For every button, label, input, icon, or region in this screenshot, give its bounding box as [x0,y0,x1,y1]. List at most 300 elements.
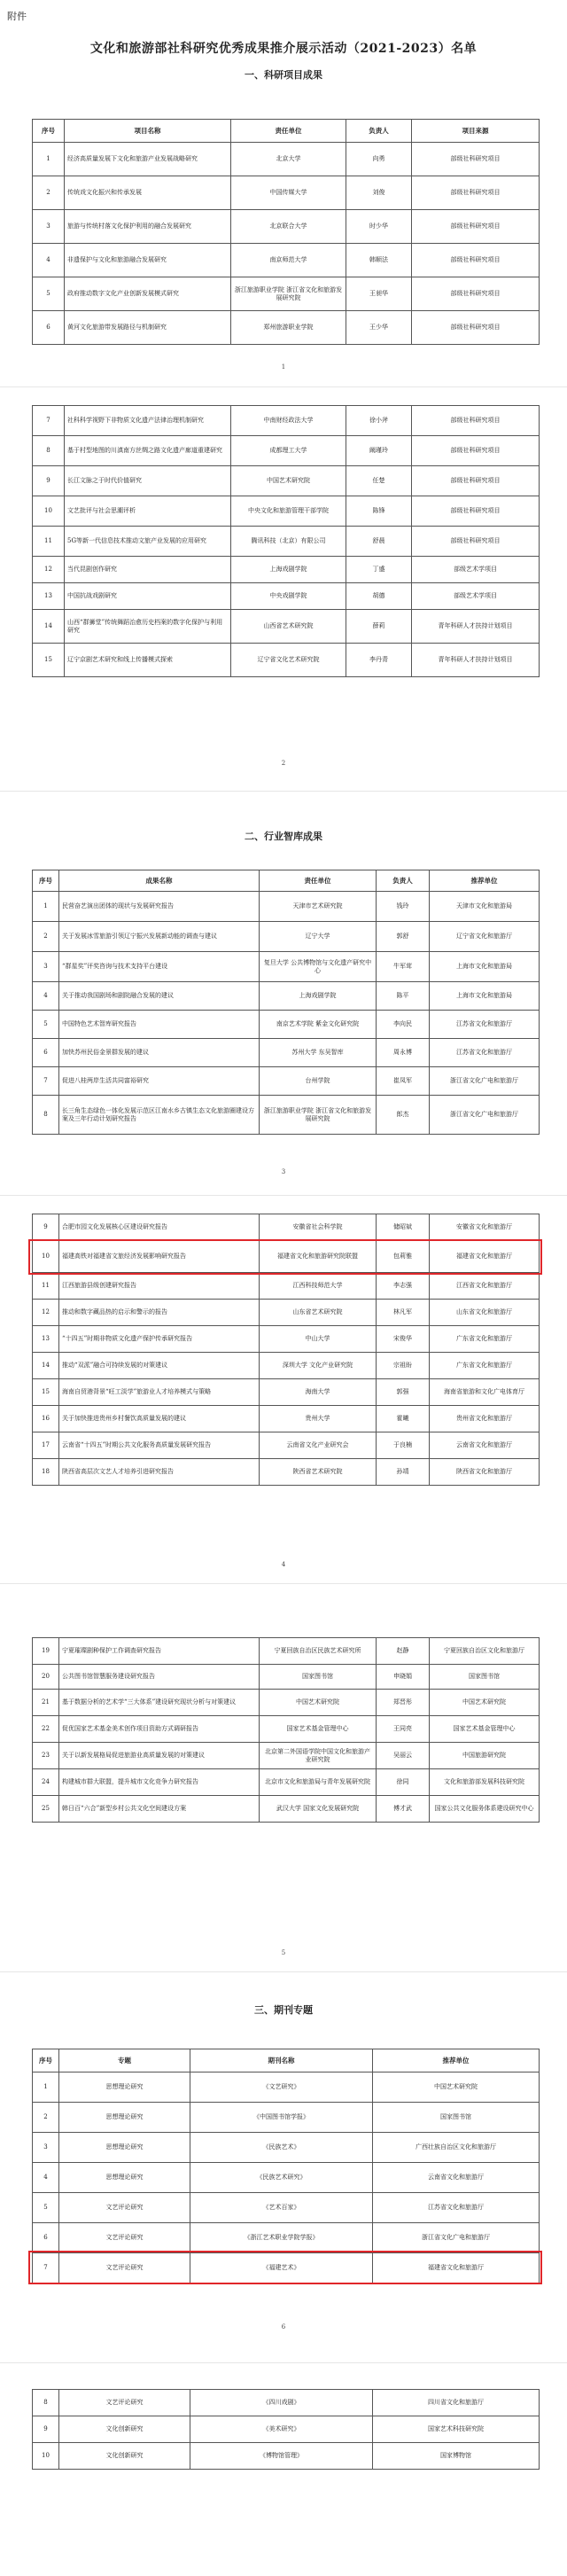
attachment-label: 附件 [7,11,27,22]
table-cell: 23 [33,1743,59,1769]
table-cell: 经济高质量发展下文化和旅游产业发展战略研究 [65,143,231,176]
page-number: 4 [281,1561,286,1568]
table-cell: 江西省文化和旅游厅 [430,1273,540,1300]
table-cell: 基于村型地图的川滇南方丝绸之路文化遗产廊道重建研究 [65,436,231,466]
table-cell: 贵州省文化和旅游厅 [430,1406,540,1432]
table-cell: 辽宁省文化艺术研究院 [231,644,346,677]
table-cell: 青年科研人才扶持计划项目 [412,610,540,644]
table-cell: 22 [33,1716,59,1743]
table-row [33,1769,540,1796]
table-row [33,1273,540,1300]
table-row [33,982,540,1011]
highlight-box-thinktank-row-10 [28,1239,542,1275]
table-cell: 江西科技师范大学 [260,1273,377,1300]
table-cell: 安徽省文化和旅游厅 [430,1214,540,1241]
highlight-box-journal-row-7 [28,2251,542,2284]
table-cell: 2 [33,2103,59,2133]
table-cell: 部级社科研究项目 [412,496,540,527]
table-cell: 15 [33,1379,59,1406]
table-cell: 3 [33,2133,59,2163]
table-cell: 福建省文化和旅游厅 [373,2253,540,2283]
table-cell: 腾讯科技（北京）有限公司 [231,527,346,557]
table-cell: 李向民 [377,1011,430,1039]
table-cell: 关于加快推进贵州乡村餐饮高质量发展的建议 [59,1406,260,1432]
table-cell: 《中国图书馆学报》 [190,2103,373,2133]
table-cell: 《美术研究》 [190,2416,373,2443]
table-cell: 徐小斧 [346,406,412,436]
table-cell: 成都理工大学 [231,436,346,466]
table-cell: 江西旅游县级创建研究报告 [59,1273,260,1300]
table-row [33,277,540,311]
table-cell: 中国特色艺术智库研究报告 [59,1011,260,1039]
table-cell: 陕西省文化和旅游厅 [430,1459,540,1486]
table-row [33,1326,540,1353]
table-cell: 20 [33,1665,59,1690]
table-cell: 郭强 [377,1379,430,1406]
table-cell: 胡德 [346,583,412,610]
header-cell: 项目名称 [65,120,231,143]
header-cell: 责任单位 [260,870,377,892]
table-cell: 安徽省社会科学院 [260,1214,377,1241]
table-cell: 郑晋彤 [377,1690,430,1716]
table-cell: 云南省文化和旅游厅 [373,2163,540,2193]
table-cell: 时少华 [346,210,412,244]
table-row [33,1716,540,1743]
table-cell: 9 [33,1214,59,1241]
table-cell: 关于发展冰雪旅游引领辽宁振兴发展新动能的调查与建议 [59,922,260,952]
table-cell: 吴丽云 [377,1743,430,1769]
table-row [33,1743,540,1769]
table-row [33,1300,540,1326]
table-cell: 辽宁省文化和旅游厅 [430,922,540,952]
page-number: 3 [281,1168,286,1175]
table-cell: 《民族艺术研究》 [190,2163,373,2193]
table-cell: 部级社科研究项目 [412,277,540,311]
table-cell: 国家图书馆 [373,2103,540,2133]
table-cell: 文化创新研究 [59,2443,190,2470]
table-cell: 辽宁大学 [260,922,377,952]
table-cell: 文化和旅游部发展科技研究院 [430,1769,540,1796]
table-cell: 江苏省文化和旅游厅 [373,2193,540,2223]
table-cell: 11 [33,527,65,557]
table-cell: 浙江省文化广电和旅游厅 [373,2223,540,2253]
table-row [33,1690,540,1716]
table-cell: 长三角生态绿色一体化发展示范区江南水乡古镇生态文化旅游圈建设方案及三年行动计划研究报告 [59,1096,260,1135]
table-header-row [33,2049,540,2073]
table-cell: 3 [33,210,65,244]
table-cell: 非遗保护与文化和旅游融合发展研究 [65,244,231,277]
table-cell: 苏州大学 东吴智库 [260,1039,377,1067]
table-cell: 浙江旅游职业学院 浙江省文化和旅游发展研究院 [231,277,346,311]
table-header-row [33,870,540,892]
table-cell: 4 [33,244,65,277]
table-cell: 傅才武 [377,1796,430,1823]
header-cell: 序号 [33,120,65,143]
table-cell: 1 [33,2073,59,2103]
table-cell: 13 [33,583,65,610]
table-row [33,176,540,210]
table-cell: 海南省旅游和文化广电体育厅 [430,1379,540,1406]
table-cell: 浙江省文化广电和旅游厅 [430,1096,540,1135]
table-cell: 海南自贸港背景“旺工淡学”旅游业人才培养模式与策略 [59,1379,260,1406]
thinktank-table-part-1 [32,870,540,1135]
table-cell: 传统戏文化振兴和传承发展 [65,176,231,210]
table-cell: 舒晨 [346,527,412,557]
table-cell: 宁夏璀璨剧种保护工作调查研究报告 [59,1638,260,1665]
table-cell: 8 [33,1096,59,1135]
table-row [33,892,540,922]
table-cell: 南京师范大学 [231,244,346,277]
header-cell: 负责人 [377,870,430,892]
table-cell: 广东省文化和旅游厅 [430,1326,540,1353]
table-cell: “群星奖”评奖咨询与技术支持平台建设 [59,952,260,982]
table-cell: 5 [33,2193,59,2223]
table-row [33,2443,540,2470]
table-cell: 阚瑾玲 [346,436,412,466]
table-cell: 广东省文化和旅游厅 [430,1353,540,1379]
table-cell: 推动和数字藏品热的启示和警示的报告 [59,1300,260,1326]
table-cell: 合肥市园文化发展核心区建设研究报告 [59,1214,260,1241]
table-row [33,1665,540,1690]
table-row [33,1406,540,1432]
table-row [33,1039,540,1067]
page-number: 6 [281,2323,286,2330]
table-cell: 《艺术百家》 [190,2193,373,2223]
table-cell: 国家博物馆 [373,2443,540,2470]
table-cell: 郑州旅游职业学院 [231,311,346,345]
table-cell: 12 [33,557,65,583]
table-row [33,210,540,244]
table-row [33,311,540,345]
table-cell: 李志强 [377,1273,430,1300]
table-cell: 贵州大学 [260,1406,377,1432]
document-page-1 [0,0,567,386]
table-cell: 文艺批评与社会思潮评析 [65,496,231,527]
table-cell: 中山大学 [260,1326,377,1353]
table-cell: 10 [33,1241,59,1273]
table-cell: 6 [33,2223,59,2253]
table-cell: 国家艺术基金管理中心 [430,1716,540,1743]
table-cell: 《福建艺术》 [190,2253,373,2283]
table-cell: 9 [33,2416,59,2443]
table-cell: 陕西省艺术研究院 [260,1459,377,1486]
table-cell: 陈锋 [346,496,412,527]
table-cell: 任楚 [346,466,412,496]
table-cell: 复旦大学 公共博物馆与文化遗产研究中心 [260,952,377,982]
page-number: 2 [281,760,286,767]
table-cell: 宁夏回族自治区文化和旅游厅 [430,1638,540,1665]
table-cell: 霍曦 [377,1406,430,1432]
table-row [33,2223,540,2253]
table-cell: 部级社科研究项目 [412,143,540,176]
table-cell: 部级艺术学项目 [412,557,540,583]
table-row [33,406,540,436]
table-cell: 《博物馆管理》 [190,2443,373,2470]
table-cell: 《四川戏剧》 [190,2390,373,2416]
table-cell: 部级社科研究项目 [412,210,540,244]
table-cell: 25 [33,1796,59,1823]
table-cell: 7 [33,406,65,436]
table-cell: 7 [33,2253,59,2283]
table-cell: 中国艺术研究院 [430,1690,540,1716]
table-row [33,1096,540,1135]
table-cell: 宗祖盼 [377,1353,430,1379]
table-cell: 长江文脉之于时代价值研究 [65,466,231,496]
table-cell: 15 [33,644,65,677]
header-cell: 专题 [59,2049,190,2073]
table-cell: 《浙江艺术职业学院学报》 [190,2223,373,2253]
page-divider [0,2362,567,2363]
table-cell: 宁夏回族自治区民族艺术研究所 [260,1638,377,1665]
table-cell: 北京联合大学 [231,210,346,244]
table-cell: 中南财经政法大学 [231,406,346,436]
table-row [33,1459,540,1486]
table-cell: 促优国家艺术基金美术创作项目资助方式调研报告 [59,1716,260,1743]
table-cell: 部级社科研究项目 [412,311,540,345]
table-cell: 文艺评论研究 [59,2390,190,2416]
table-cell: 部级艺术学项目 [412,583,540,610]
table-cell: 文艺评论研究 [59,2253,190,2283]
table-cell: 辽宁京剧艺术研究和线上传播模式探索 [65,644,231,677]
section-heading-projects: 一、科研项目成果 [245,69,322,81]
table-cell: 王同亮 [377,1716,430,1743]
table-cell: 刘俊 [346,176,412,210]
table-cell: 浙江省文化广电和旅游厅 [430,1067,540,1096]
table-cell: 6 [33,1039,59,1067]
table-cell: 中国艺术研究院 [260,1690,377,1716]
table-cell: 7 [33,1067,59,1096]
table-cell: 薛莉 [346,610,412,644]
table-row [33,922,540,952]
table-cell: 文化创新研究 [59,2416,190,2443]
table-row [33,1011,540,1039]
table-row [33,496,540,527]
table-row [33,2390,540,2416]
table-cell: 南京艺术学院 紫金文化研究院 [260,1011,377,1039]
table-cell: 储昭斌 [377,1214,430,1241]
table-cell: 中国抗战戏剧研究 [65,583,231,610]
table-row [33,557,540,583]
table-cell: 18 [33,1459,59,1486]
journals-table-part-2 [32,2389,540,2470]
table-row [33,436,540,466]
table-cell: 台州学院 [260,1067,377,1096]
table-cell: 1 [33,892,59,922]
table-row [33,2073,540,2103]
table-row [33,1353,540,1379]
table-cell: 中国艺术研究院 [231,466,346,496]
table-cell: 钱玲 [377,892,430,922]
header-cell: 序号 [33,870,59,892]
table-cell: 中央戏剧学院 [231,583,346,610]
table-cell: 云南省“十四五”时期公共文化服务高质量发展研究报告 [59,1432,260,1459]
table-cell: 13 [33,1326,59,1353]
table-cell: 四川省文化和旅游厅 [373,2390,540,2416]
table-cell: 周永博 [377,1039,430,1067]
table-cell: 广西壮族自治区文化和旅游厅 [373,2133,540,2163]
table-cell: 陕西省高层次文艺人才培养引进研究报告 [59,1459,260,1486]
table-cell: 牛军茸 [377,952,430,982]
table-cell: 郎杰 [377,1096,430,1135]
table-cell: 国家图书馆 [260,1665,377,1690]
table-cell: 黄河文化旅游带发展路径与机制研究 [65,311,231,345]
table-cell: 福建高铁对福建省文旅经济发展影响研究报告 [59,1241,260,1273]
table-cell: 上海市文化和旅游局 [430,952,540,982]
table-cell: 8 [33,2390,59,2416]
table-cell: 16 [33,1406,59,1432]
header-cell: 推荐单位 [373,2049,540,2073]
table-row [33,527,540,557]
header-cell: 项目来源 [412,120,540,143]
table-cell: 关于推动我国剧场和剧院融合发展的建议 [59,982,260,1011]
table-cell: 11 [33,1273,59,1300]
table-cell: 中国传媒大学 [231,176,346,210]
table-cell: 韩顺法 [346,244,412,277]
table-cell: 旅游与传统村落文化保护利用的融合发展研究 [65,210,231,244]
table-row [33,2103,540,2133]
table-cell: 基于数据分析的艺术学“三大体系”建设研究现状分析与对策建议 [59,1690,260,1716]
header-cell: 期刊名称 [190,2049,373,2073]
table-cell: 思想理论研究 [59,2073,190,2103]
table-cell: 赵静 [377,1638,430,1665]
table-cell: 上海戏剧学院 [231,557,346,583]
table-cell: 陈平 [377,982,430,1011]
table-cell: 孙靖 [377,1459,430,1486]
table-cell: 深圳大学 文化产业研究院 [260,1353,377,1379]
table-cell: 申晓娟 [377,1665,430,1690]
projects-table-part-2 [32,405,540,677]
table-cell: 北京第二外国语学院中国文化和旅游产业研究院 [260,1743,377,1769]
table-row [33,610,540,644]
document-page-4 [0,1196,567,1583]
table-cell: 中国艺术研究院 [373,2073,540,2103]
table-cell: 上海戏剧学院 [260,982,377,1011]
table-row [33,1796,540,1823]
table-header-row [33,120,540,143]
page-number: 1 [281,363,286,371]
table-cell: 12 [33,1300,59,1326]
table-cell: 9 [33,466,65,496]
table-cell: 文艺评论研究 [59,2193,190,2223]
table-cell: 林凡军 [377,1300,430,1326]
table-cell: 国家公共文化服务体系建设研究中心 [430,1796,540,1823]
table-cell: 武汉大学 国家文化发展研究院 [260,1796,377,1823]
table-cell: 19 [33,1638,59,1665]
table-cell: 10 [33,2443,59,2470]
header-cell: 责任单位 [231,120,346,143]
table-cell: 公共图书馆智慧服务建设研究报告 [59,1665,260,1690]
table-cell: 丁盛 [346,557,412,583]
table-cell: 部级社科研究项目 [412,244,540,277]
table-row [33,1432,540,1459]
table-cell: 山东省艺术研究院 [260,1300,377,1326]
table-cell: 北京大学 [231,143,346,176]
table-cell: 民营奋艺演出团体的现状与发展研究报告 [59,892,260,922]
table-cell: 3 [33,952,59,982]
table-cell: 国家图书馆 [430,1665,540,1690]
table-cell: 推动“双派”融合可持续发展的对策建议 [59,1353,260,1379]
table-cell: 17 [33,1432,59,1459]
table-cell: 关于以新发展格局促进旅游业高质量发展的对策建议 [59,1743,260,1769]
table-row [33,1067,540,1096]
table-row [33,2416,540,2443]
table-cell: 《文艺研究》 [190,2073,373,2103]
table-cell: 宋俊华 [377,1326,430,1353]
table-cell: 中国旅游研究院 [430,1743,540,1769]
table-cell: 云南省文化产业研究会 [260,1432,377,1459]
header-cell: 推荐单位 [430,870,540,892]
table-cell: 国家艺术科技研究院 [373,2416,540,2443]
table-cell: 10 [33,496,65,527]
table-cell: 于良楠 [377,1432,430,1459]
table-cell: 部级社科研究项目 [412,466,540,496]
document-page-2 [0,387,567,791]
table-cell: 天津市艺术研究院 [260,892,377,922]
table-cell: 社科科学视野下非物质文化遗产法律治理机制研究 [65,406,231,436]
table-cell: 5 [33,277,65,311]
table-cell: 思想理论研究 [59,2103,190,2133]
table-cell: 韩日百“六合”新型乡村公共文化空间建设方案 [59,1796,260,1823]
table-cell: 8 [33,436,65,466]
table-cell: 政府推动数字文化产业创新发展模式研究 [65,277,231,311]
table-cell: 4 [33,2163,59,2193]
table-cell: 思想理论研究 [59,2133,190,2163]
table-cell: 当代昆剧创作研究 [65,557,231,583]
table-cell: 浙江旅游职业学院 浙江省文化和旅游发展研究院 [260,1096,377,1135]
page-number: 5 [281,1949,286,1956]
table-cell: 山东省文化和旅游厅 [430,1300,540,1326]
table-cell: 部级社科研究项目 [412,527,540,557]
table-cell: 5G等新一代信息技术推动文旅产业发展的应用研究 [65,527,231,557]
table-cell: 李丹青 [346,644,412,677]
table-cell: 思想理论研究 [59,2163,190,2193]
table-cell: 部级社科研究项目 [412,176,540,210]
table-row [33,2163,540,2193]
table-cell: 北京市文化和旅游局与青年发展研究院 [260,1769,377,1796]
projects-table-part-1 [32,119,540,345]
document-title: 文化和旅游部社科研究优秀成果推介展示活动（2021-2023）名单 [89,42,478,56]
table-row [33,1638,540,1665]
table-row [33,466,540,496]
table-cell: 《民族艺术》 [190,2133,373,2163]
table-cell: 王昶华 [346,277,412,311]
table-cell: 包莉雅 [377,1241,430,1273]
table-row [33,143,540,176]
table-cell: 2 [33,922,59,952]
table-row [33,244,540,277]
table-cell: 江苏省文化和旅游厅 [430,1039,540,1067]
table-cell: 徐同 [377,1769,430,1796]
table-cell: 青年科研人才扶持计划项目 [412,644,540,677]
table-cell: 14 [33,610,65,644]
table-cell: 向勇 [346,143,412,176]
table-cell: 福建省文化和旅游研究院联盟 [260,1241,377,1273]
table-cell: 2 [33,176,65,210]
table-row [33,644,540,677]
table-row [33,583,540,610]
table-cell: 文艺评论研究 [59,2223,190,2253]
table-cell: 促进八桂两岸生活共同富裕研究 [59,1067,260,1096]
table-cell: 24 [33,1769,59,1796]
section-heading-journals: 三、期刊专题 [254,2004,313,2016]
table-cell: 江苏省文化和旅游厅 [430,1011,540,1039]
table-row [33,2133,540,2163]
table-cell: 4 [33,982,59,1011]
table-cell: 郭舒 [377,922,430,952]
document-page-6 [0,1972,567,2576]
header-cell: 序号 [33,2049,59,2073]
table-cell: 王少华 [346,311,412,345]
